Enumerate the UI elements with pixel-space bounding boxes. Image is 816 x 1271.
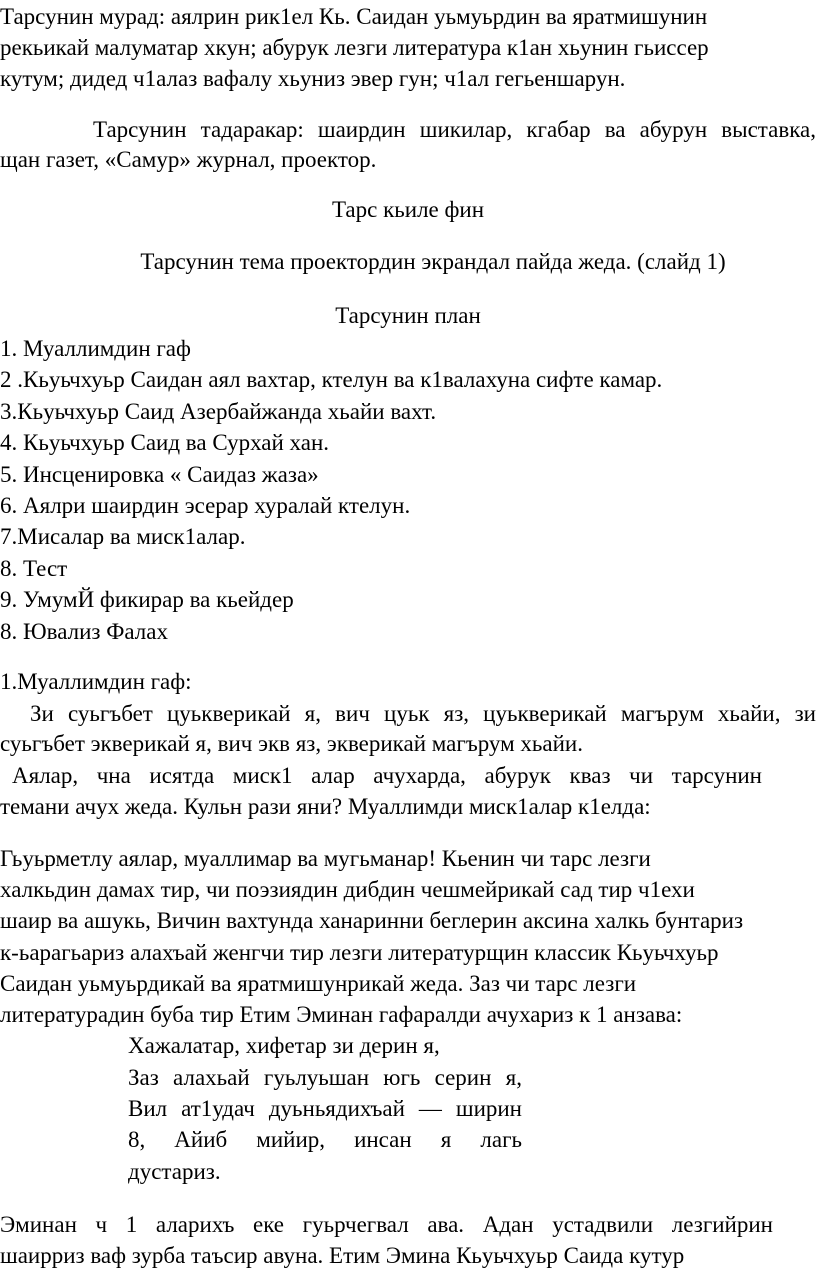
plan-item: 1. Муаллимдин гаф: [0, 336, 191, 361]
paragraph-line: к-ьарагьариз алахъай женгчи тир лезги литературщин классик Кьуьчхуьр: [0, 940, 719, 965]
paragraph-line: Саидан уьмуьрдикай ва яратмишунрикай жеда. Заз чи тарс лезги: [0, 971, 637, 996]
plan-item: 8. Ювализ Фалах: [0, 619, 168, 644]
equipment-line: щан газет, «Самур» журнал, проектор.: [0, 147, 377, 172]
paragraph-line: шаир ва ашукь, Вичин вахтунда ханаринни беглерин аксина халкь бунтариз: [0, 908, 744, 933]
plan-item: 3.Кьуьчхуьр Саид Азербайжанда хьайи вахт.: [0, 399, 437, 424]
paragraph-line: темани ачух жеда. Кульн рази яни? Муаллимди миск1алар к1елда:: [0, 794, 651, 819]
poem-line: Заз алахьай гуьлуьшан югь серин я,: [128, 1065, 522, 1090]
paragraph-line: Гьуьрметлу аялар, муаллимар ва мугьманар! Кьенин чи тарс лезги: [0, 846, 651, 871]
plan-item: 9. УмумЙ фикирар ва кьейдер: [0, 587, 294, 612]
goal-line: кутум; дидед ч1алаз вафалу хьуниз эвер гун; ч1ал гегьеншарун.: [0, 66, 626, 91]
section-heading: 1.Муаллимдин гаф:: [0, 669, 192, 694]
lesson-heading: Тарс кьиле фин: [331, 197, 485, 222]
paragraph-line: литературадин буба тир Етим Эминан гафаралди ачухариз к 1 анзава:: [0, 1002, 683, 1027]
plan-item: 2 .Кьуьчхуьр Саидан аял вахтар, ктелун ва к1валахуна сифте камар.: [0, 367, 663, 392]
paragraph-line: Эминан ч 1 аларихъ еке гуьрчегвал ава. Адан устадвили лезгийрин: [0, 1212, 773, 1237]
plan-item: 4. Кьуьчхуьр Саид ва Сурхай хан.: [0, 430, 330, 455]
paragraph-line: халкьдин дамах тир, чи поэзиядин дибдин чешмейрикай сад тир ч1ехи: [0, 877, 695, 902]
paragraph-line: шаирриз ваф зурба таъсир авуна. Етим Эмина Кьуьчхуьр Саида кутур: [0, 1243, 685, 1268]
goal-line: Тарсунин мурад: аялрин рик1ел Кь. Саидан уьмуьрдин ва яратмишунин: [0, 4, 708, 29]
plan-item: 8. Тест: [0, 556, 68, 581]
poem-line: Хажалатар, хифетар зи дерин я,: [128, 1033, 440, 1058]
plan-item: 5. Инсценировка « Саидаз жаза»: [0, 462, 319, 487]
poem-line: Вил ат1удач дуьньядихъай — ширин: [128, 1096, 522, 1121]
paragraph-line: Аялар, чна исятда миск1 алар ачухарда, абурук кваз чи тарсунин: [12, 763, 762, 788]
goal-line: рекьикай малуматар хкун; абурук лезги литература к1ан хьунин гьиссер: [0, 35, 709, 60]
plan-heading: Тарсунин план: [335, 303, 481, 328]
paragraph-line: Зи суьгъбет цуькверикай я, вич цуьк яз, цуькверикай магърум хьайи, зи: [30, 701, 816, 726]
theme-line: Тарсунин тема проектордин экрандал пайда жеда. (слайд 1): [140, 249, 726, 274]
equipment-line: Тарсунин тадаракар: шаирдин шикилар, кгабар ва абурун выставка,: [93, 117, 816, 142]
paragraph-line: суьгъбет экверикай я, вич экв яз, экверикай магърум хьайи.: [0, 731, 583, 756]
poem-line: 8, Айиб мийир, инсан я лагь: [128, 1127, 522, 1152]
plan-item: 6. Аялри шаирдин эсерар хуралай ктелун.: [0, 493, 411, 518]
plan-item: 7.Мисалар ва миск1алар.: [0, 524, 246, 549]
poem-line: дустариз.: [128, 1159, 221, 1184]
